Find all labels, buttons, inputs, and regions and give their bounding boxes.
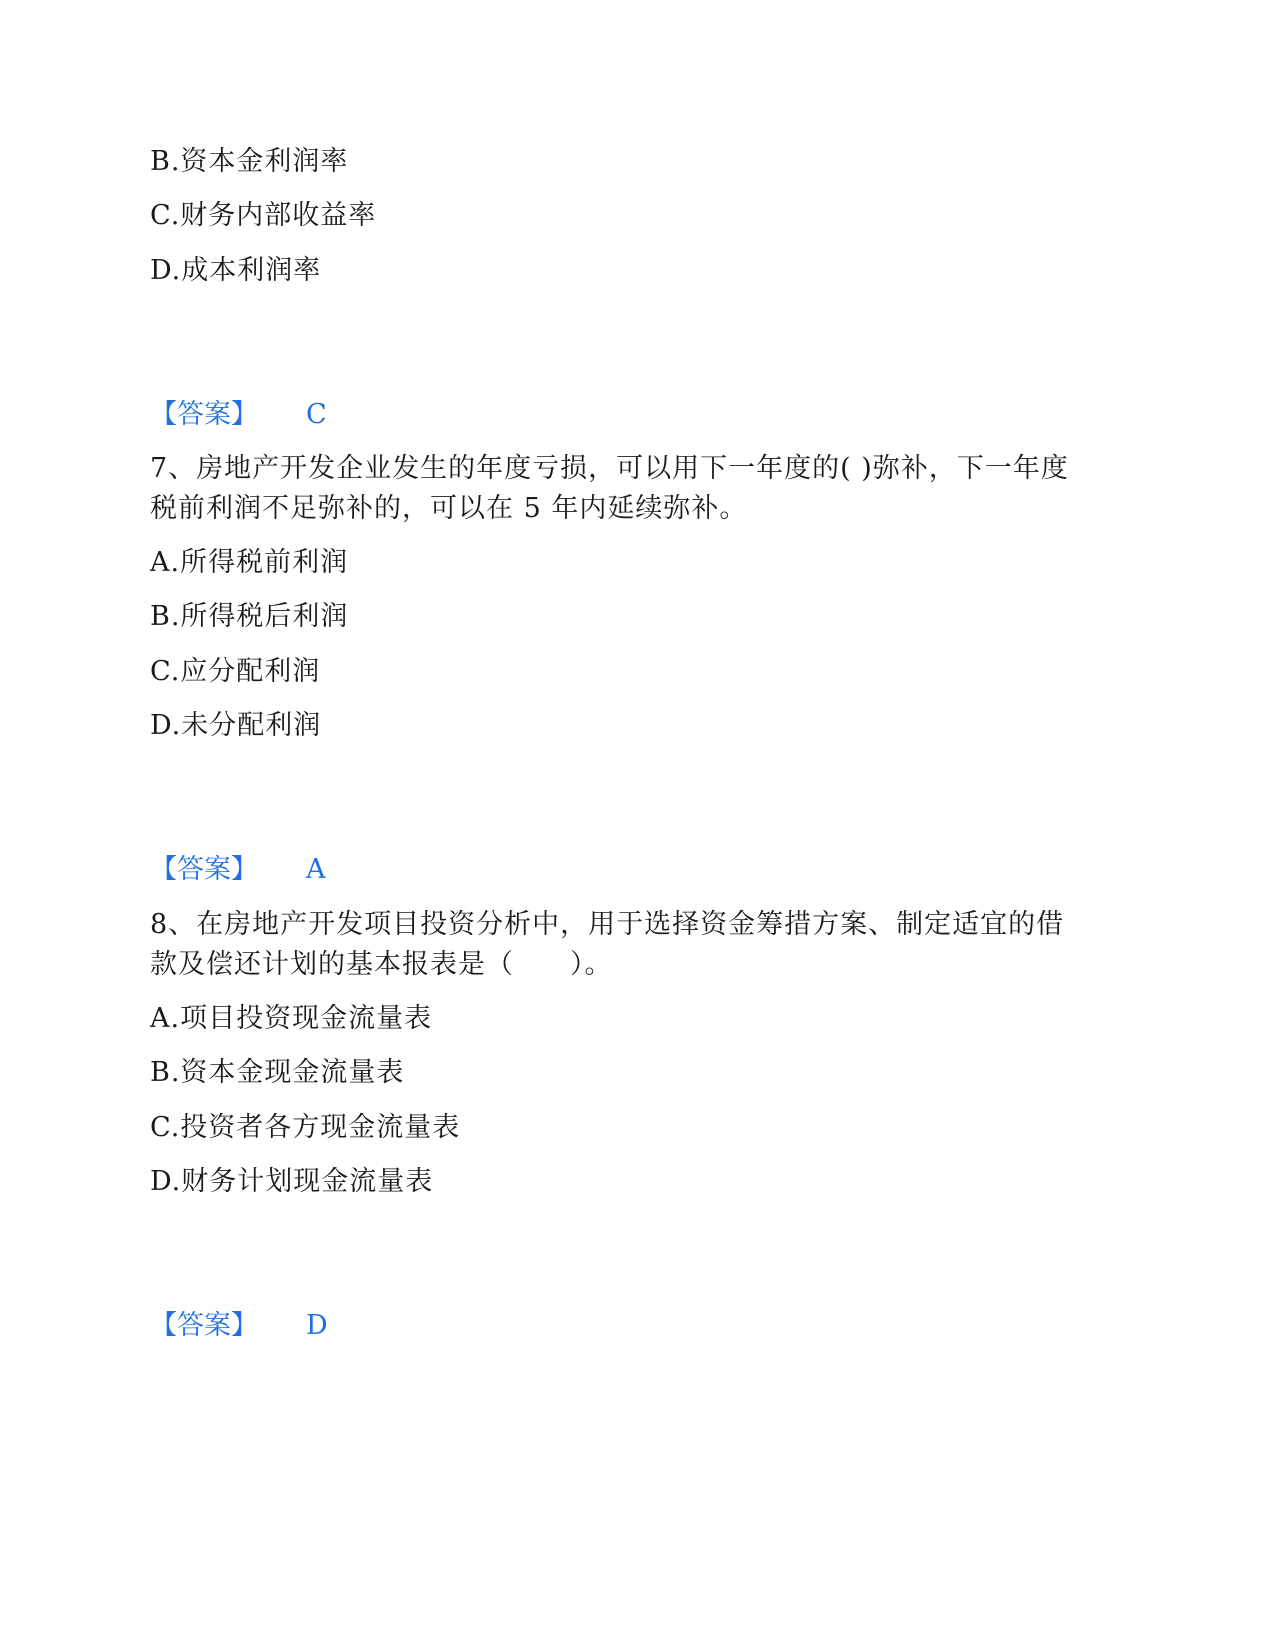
q7-answer-value: A	[306, 854, 326, 885]
q8-option-d: D.财务计划现金流量表	[150, 1166, 434, 1197]
q8-answer-label: 【答案】	[150, 1310, 258, 1341]
q6-option-b: B.资本金利润率	[150, 146, 349, 177]
q6-answer	[150, 398, 327, 432]
q8-answer-value: D	[306, 1310, 328, 1341]
q6-answer-label: 【答案】	[150, 399, 258, 430]
q8-stem-line2: 款及偿还计划的基本报表是（ ）。	[150, 949, 613, 980]
q8-option-b: B.资本金现金流量表	[150, 1057, 405, 1088]
q8-answer	[150, 1309, 328, 1343]
q6-option-c: C.财务内部收益率	[150, 200, 377, 231]
q7-option-b: B.所得税后利润	[150, 601, 349, 632]
q7-option-c: C.应分配利润	[150, 656, 321, 687]
q7-answer-label: 【答案】	[150, 854, 258, 885]
q8-stem-line1: 8、在房地产开发项目投资分析中，用于选择资金筹措方案、制定适宜的借	[150, 909, 1065, 940]
q7-option-d: D.未分配利润	[150, 710, 322, 741]
q7-answer	[150, 853, 326, 887]
q8-option-a: A.项目投资现金流量表	[150, 1003, 433, 1034]
q7-option-a: A.所得税前利润	[150, 547, 349, 578]
q7-stem-line2: 税前利润不足弥补的，可以在 5 年内延续弥补。	[150, 493, 748, 524]
q8-option-c: C.投资者各方现金流量表	[150, 1112, 461, 1143]
q6-answer-value: C	[306, 399, 327, 430]
q7-stem-line1: 7、房地产开发企业发生的年度亏损，可以用下一年度的( )弥补，下一年度	[150, 453, 1069, 484]
q6-option-d: D.成本利润率	[150, 255, 322, 286]
